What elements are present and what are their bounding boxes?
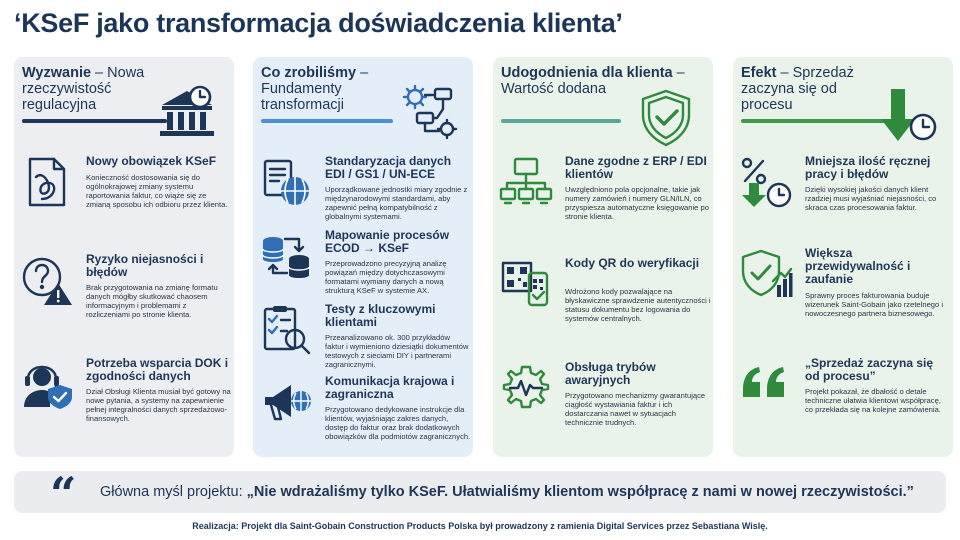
list-item: Większa przewidywalność i zaufanie Sprawny proces fakturowania buduje wizerunek Saint-Gobain jako rzetelnego i nowoczesnego partnera biznesowego. bbox=[737, 247, 949, 343]
column-divider bbox=[741, 119, 891, 123]
document-globe-icon bbox=[259, 155, 313, 209]
list-item: Potrzeba wsparcia DOK i zgodności danych Dział Obsługi Klienta musiał być gotowy na nowe pytania, a systemy na zapewnienie pełnej integralności danych sprzedażowo-finansowych. bbox=[18, 357, 230, 453]
list-item: Dane zgodne z ERP / EDI klientów Uwzględniono pola opcjonalne, takie jak numery zamówień i numery GLN/ILN, co przyspiesza automatyczne księgowanie po stronie klienta. bbox=[497, 155, 709, 251]
list-item: Standaryzacja danych EDI / GS1 / UN-ECE Uporządkowane jednostki miary zgodnie z międzynarodowymi standardami, aby zapewnić pełną kompatybilność z globalnymi systemami. bbox=[257, 155, 469, 251]
headset-shield-icon bbox=[20, 357, 74, 411]
quote-marks-icon bbox=[739, 357, 793, 411]
shield-chart-icon bbox=[739, 247, 793, 301]
column-divider bbox=[22, 119, 167, 123]
list-item: „Sprzedaż zaczyna się od procesu” Projekt pokazał, że dbałość o detale techniczne ułatwia klientowi współpracę, co przekłada się na kolejne zamówienia. bbox=[737, 357, 949, 453]
column-heading: Efekt – Sprzedaż zaczyna się od procesu bbox=[741, 65, 854, 113]
list-item: Nowy obowiązek KSeF Konieczność dostosowania się do ogólnokrajowej zmiany systemu raportowania faktur, co wiąże się ze zmianą sposobu ich odbioru przez klienta. bbox=[18, 155, 230, 251]
qr-phone-icon bbox=[499, 257, 553, 311]
list-item: Testy z kluczowymi klientami Przeanalizowano ok. 300 przykładów faktur i wymieniono dziesiątki dokumentów testowych z sieciami DIY i partnerami zagranicznymi. bbox=[257, 303, 469, 399]
column-effect bbox=[733, 57, 953, 457]
database-mapping-icon bbox=[259, 229, 313, 283]
column-heading: Udogodnienia dla klienta – Wartość dodana bbox=[501, 65, 685, 97]
shield-check-icon bbox=[635, 87, 697, 149]
bank-clock-icon bbox=[156, 81, 218, 143]
list-item: Mapowanie procesów ECOD → KSeF Przeprowadzono precyzyjną analizę powiązań między dotychczasowymi formatami wymiany danych a nową strukturą KSeF w systemie AX. bbox=[257, 229, 469, 325]
quote-icon: “ bbox=[50, 467, 77, 521]
footer-credit: Realizacja: Projekt dla Saint-Gobain Construction Products Polska był prowadzony z ramienia Digital Services przez Sebastiana Wislę. bbox=[192, 521, 768, 531]
column-challenge bbox=[14, 57, 234, 457]
list-item: Mniejsza ilość ręcznej pracy i błędów Dzięki wysokiej jakości danych klient rzadziej musi wyjaśniać niejasności, co skraca czas procesowania faktur. bbox=[737, 155, 949, 251]
megaphone-globe-icon bbox=[259, 375, 313, 429]
key-message: Główna myśl projektu: „Nie wdrażaliśmy tylko KSeF. Ułatwialiśmy klientom współpracę z nami w nowej rzeczywistości.” bbox=[100, 484, 914, 500]
list-item: Kody QR do weryfikacji Wdrożono kody pozwalające na błyskawiczne sprawdzenie autentyczności i statusu dokumentu bez logowania do systemów centralnych. bbox=[497, 257, 709, 353]
process-gears-icon bbox=[399, 81, 461, 143]
column-heading: Wyzwanie – Nowa rzeczywistość regulacyjna bbox=[22, 65, 145, 113]
checklist-magnifier-icon bbox=[259, 303, 313, 357]
key-message-box bbox=[14, 467, 946, 521]
column-divider bbox=[501, 119, 621, 123]
percent-arrow-down-icon bbox=[739, 155, 793, 209]
arrow-down-clock-icon bbox=[879, 85, 941, 147]
column-actions bbox=[253, 57, 473, 457]
network-monitors-icon bbox=[499, 155, 553, 209]
list-item: Komunikacja krajowa i zagraniczna Przygotowano dedykowane instrukcje dla klientów, wyjaśniając zakres danych, dostęp do faktur oraz brak dodatkowych obowiązków dla podmiotów zagranicznych. bbox=[257, 375, 469, 471]
column-benefits bbox=[493, 57, 713, 457]
gear-pulse-icon bbox=[499, 361, 553, 415]
question-warning-icon bbox=[20, 253, 74, 307]
list-item: Ryzyko niejasności i błędów Brak przygotowania na zmianę formatu danych mógłby skutkować chaosem informacyjnym i problemami z rozliczeniami po stronie klienta. bbox=[18, 253, 230, 349]
document-tangle-icon bbox=[20, 155, 74, 209]
page-title: ‘KSeF jako transformacja doświadczenia klienta’ bbox=[14, 8, 623, 38]
column-divider bbox=[261, 119, 393, 123]
column-heading: Co zrobiliśmy – Fundamenty transformacji bbox=[261, 65, 369, 113]
list-item: Obsługa trybów awaryjnych Przygotowano mechanizmy gwarantujące ciągłość wystawiania faktur i ich dostarczania nawet w sytuacjach technicznie trudnych. bbox=[497, 361, 709, 457]
